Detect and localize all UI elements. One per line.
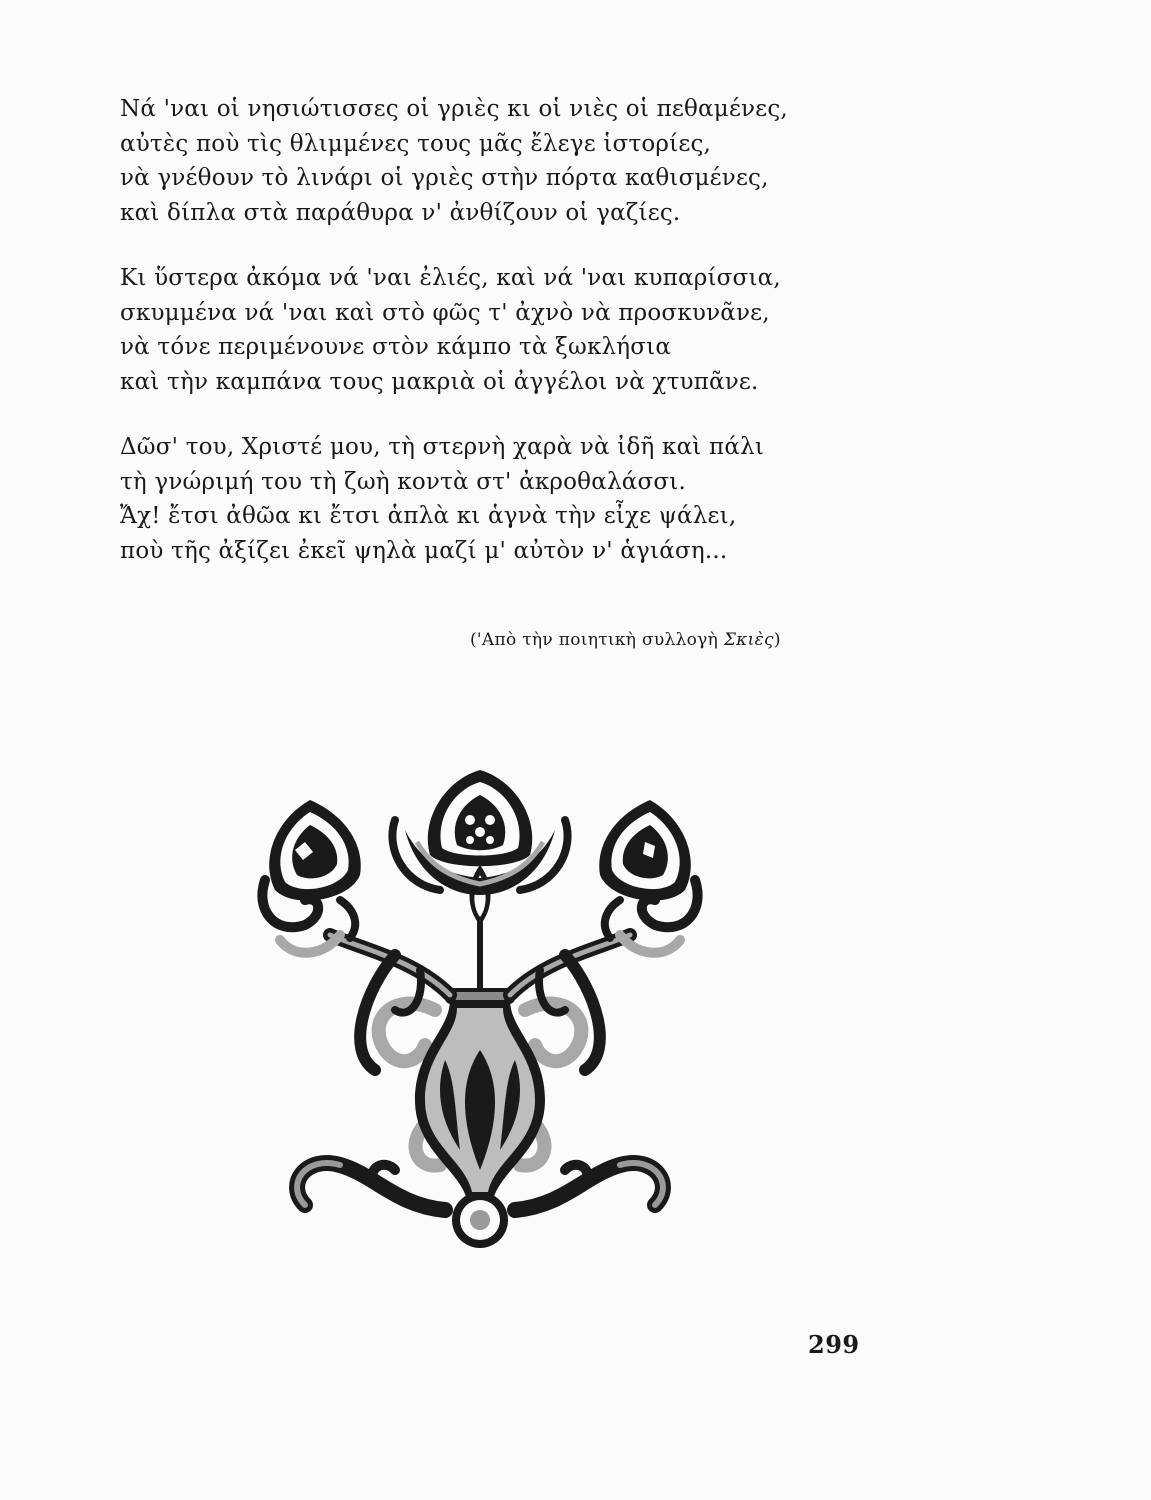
poem-line: ποὺ τῆς ἀξίζει ἐκεῖ ψηλὰ μαζί μ' αὐτὸν ν' ἁγιάση... [120, 537, 728, 564]
stanza-2 [120, 261, 880, 399]
left-flower [262, 800, 360, 953]
poem-line: νὰ γνέθουν τὸ λινάρι οἱ γριὲς στὴν πόρτα καθισμένες, [120, 165, 769, 191]
poem-line: καὶ τὴν καμπάνα τους μακριὰ οἱ ἀγγέλοι νὰ χτυπᾶνε. [120, 368, 759, 395]
poem-line: Δῶσ' του, Χριστέ μου, τὴ στερνὴ χαρὰ νὰ ἰδῆ καὶ πάλι [120, 434, 765, 460]
stanza-3 [120, 430, 880, 568]
vase-with-flowers-ornament-icon [245, 760, 715, 1260]
source-prefix: ('Απὸ τὴν ποιητικὴ συλλογὴ [470, 630, 724, 650]
poem-line: Κι ὕστερα ἀκόμα νά 'ναι ἐλιές, καὶ νά 'ναι κυπαρίσσια, [120, 265, 781, 291]
poem-line: Νά 'ναι οἱ νησιώτισσες οἱ γριὲς κι οἱ νιὲς οἱ πεθαμένες, [120, 96, 788, 122]
poem-line: αὐτὲς ποὺ τὶς θλιμμένες τους μᾶς ἔλεγε ἱστορίες, [120, 130, 712, 157]
poem-line: καὶ δίπλα στὰ παράθυρα ν' ἀνθίζουν οἱ γαζίες. [120, 199, 681, 226]
poem-line: σκυμμένα νά 'ναι καὶ στὸ φῶς τ' ἀχνὸ νὰ προσκυνᾶνε, [120, 299, 770, 326]
poem [120, 92, 880, 599]
poem-line: τὴ γνώριμή του τὴ ζωὴ κοντὰ στ' ἀκροθαλάσσι. [120, 468, 686, 495]
source-collection-title: Σκιὲς [723, 630, 774, 650]
source-suffix: ) [773, 630, 781, 650]
page-number: 299 [808, 1330, 860, 1359]
source-citation [470, 630, 781, 650]
poem-line: Ἄχ! ἔτσι ἀθῶα κι ἔτσι ἁπλὰ κι ἁγνὰ τὴν εἶχε ψάλει, [120, 503, 737, 529]
stanza-1 [120, 92, 880, 230]
poem-line: νὰ τόνε περιμένουνε στὸν κάμπο τὰ ξωκλήσια [120, 334, 672, 360]
right-flower [599, 800, 697, 953]
